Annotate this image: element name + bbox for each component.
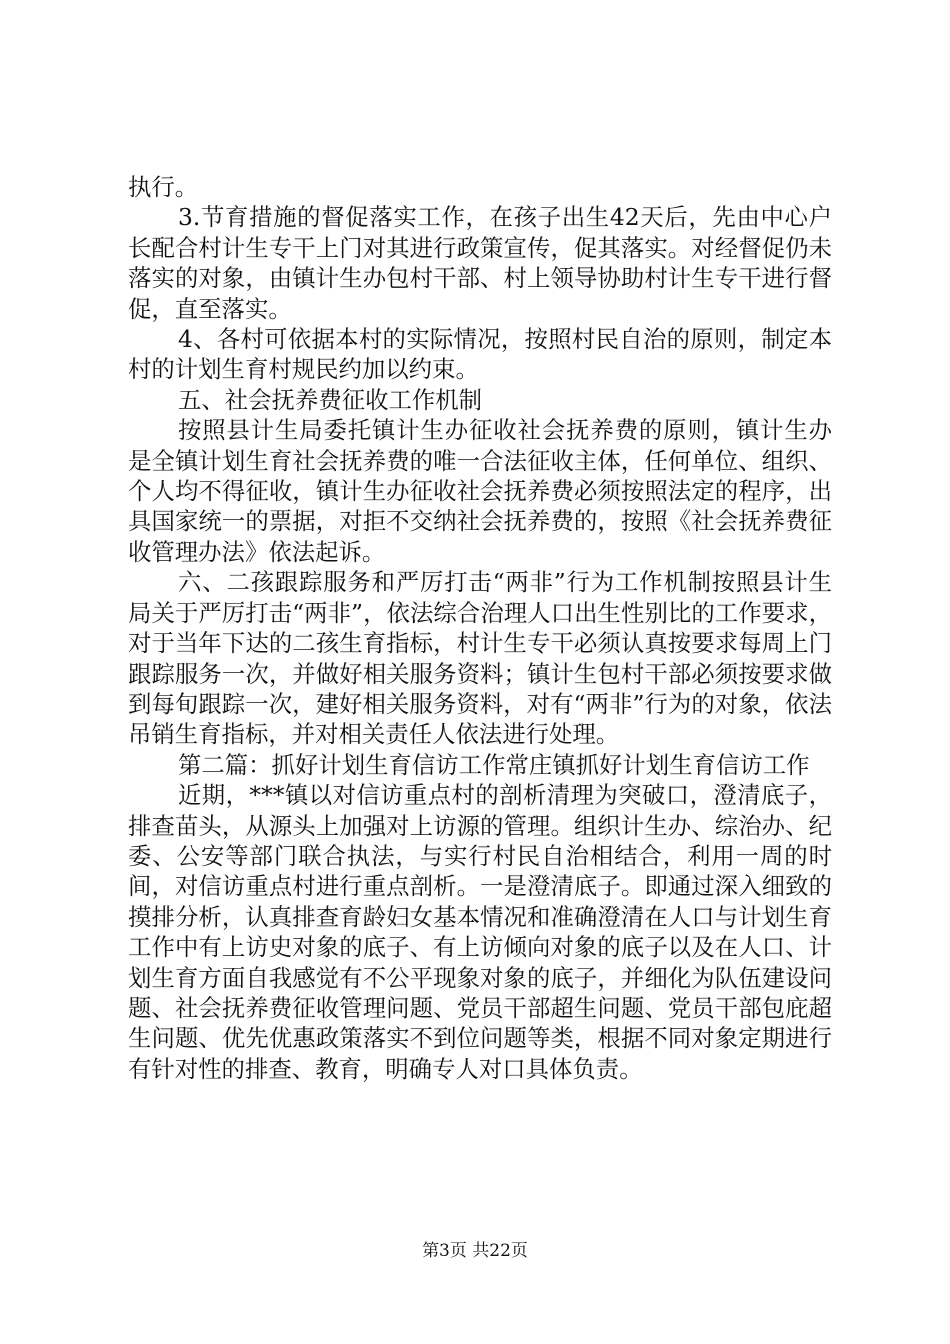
page-number-footer: 第3页 共22页 xyxy=(422,1241,528,1261)
document-body xyxy=(128,172,832,1084)
paragraph-4: 按照县计生局委托镇计生办征收社会抚养费的原则，镇计生办是全镇计划生育社会抚养费的唯一合法征收主体，任何单位、组织、个人均不得征收，镇计生办征收社会抚养费必须按照法定的程序，出具国家统一的票据，对拒不交纳社会抚养费的，按照《社会抚养费征收管理办法》依法起诉。 xyxy=(128,416,832,566)
paragraph-2: 3.节育措施的督促落实工作，在孩子出生42天后，先由中心户长配合村计生专干上门对其进行政策宣传，促其落实。对经督促仍未落实的对象，由镇计生办包村干部、村上领导协助村计生专干进行督促，直至落实。 xyxy=(128,203,832,323)
paragraph-5: 六、二孩跟踪服务和严厉打击“两非”行为工作机制按照县计生局关于严厉打击“两非”，依法综合治理人口出生性别比的工作要求，对于当年下达的二孩生育指标，村计生专干必须认真按要求每周上门跟踪服务一次，并做好相关服务资料；镇计生包村干部必须按要求做到每旬跟踪一次，建好相关服务资料，对有“两非”行为的对象，依法吊销生育指标，并对相关责任人依法进行处理。 xyxy=(128,568,832,749)
paragraph-6: 近期，***镇以对信访重点村的剖析清理为突破口，澄清底子，排查苗头，从源头上加强对上访源的管理。组织计生办、综治办、纪委、公安等部门联合执法，与实行村民自治相结合，利用一周的时间，对信访重点村进行重点剖析。一是澄清底子。即通过深入细致的摸排分析，认真排查育龄妇女基本情况和准确澄清在人口与计划生育工作中有上访史对象的底子、有上访倾向对象的底子以及在人口、计划生育方面自我感觉有不公平现象对象的底子，并细化为队伍建设问题、社会抚养费征收管理问题、党员干部超生问题、党员干部包庇超生问题、优先优惠政策落实不到位问题等类，根据不同对象定期进行有针对性的排查、教育，明确专人对口具体负责。 xyxy=(128,781,832,1083)
paragraph-3: 4、各村可依据本村的实际情况，按照村民自治的原则，制定本村的计划生育村规民约加以约束。 xyxy=(128,325,832,384)
paragraph-1: 执行。 xyxy=(128,173,199,201)
chapter-heading-2: 第二篇：抓好计划生育信访工作常庄镇抓好计划生育信访工作 xyxy=(178,750,810,779)
section-heading-5: 五、社会抚养费征收工作机制 xyxy=(178,385,483,414)
